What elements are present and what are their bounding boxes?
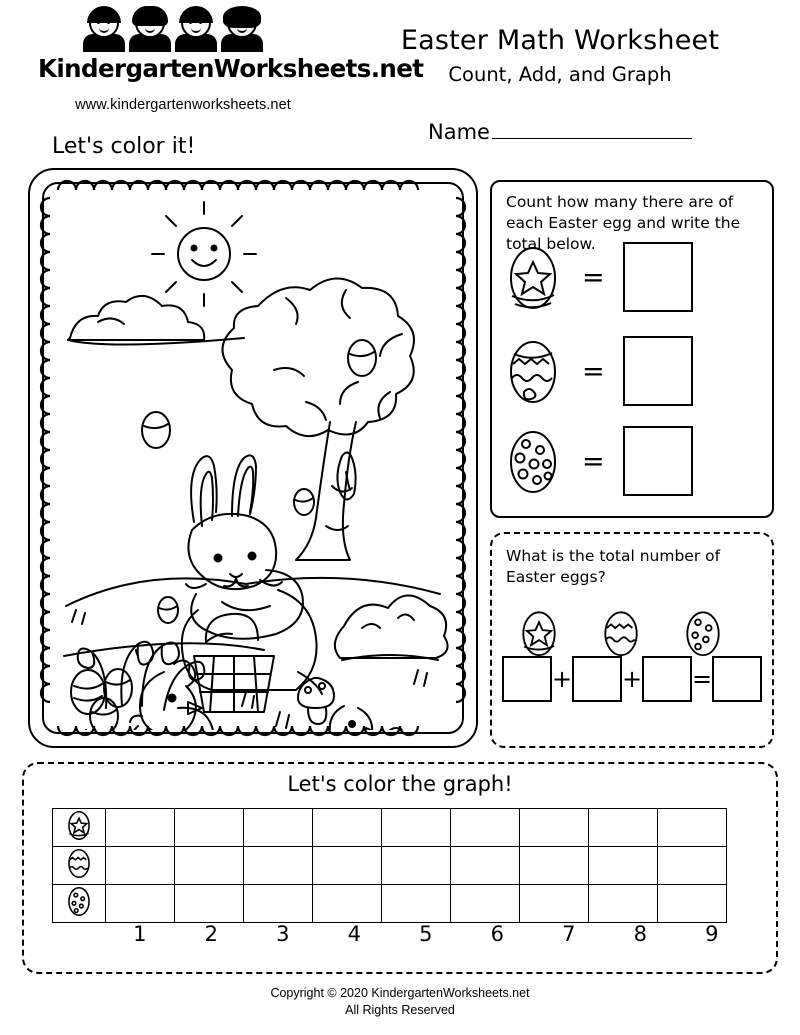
graph-cell[interactable] [382, 809, 451, 847]
graph-cell[interactable] [451, 847, 520, 885]
graph-column-label: 1 [133, 922, 147, 946]
rights-text: All Rights Reserved [345, 1003, 455, 1017]
graph-cell[interactable] [589, 847, 658, 885]
graph-cell[interactable] [382, 885, 451, 923]
kids-logo-icon [83, 6, 283, 52]
graph-column-label: 7 [562, 922, 576, 946]
coloring-panel [28, 168, 478, 748]
graph-cell[interactable] [244, 809, 313, 847]
graph-cell[interactable] [244, 885, 313, 923]
graph-column-label: 4 [347, 922, 361, 946]
graph-row-icon-cell [53, 809, 106, 847]
plus-sign: + [552, 665, 573, 693]
egg-dots-icon [66, 885, 92, 917]
count-answer-box[interactable] [623, 336, 693, 406]
total-equation-row [502, 656, 766, 702]
graph-column-label: 8 [633, 922, 647, 946]
graph-cell[interactable] [175, 809, 244, 847]
name-field-row [340, 120, 780, 144]
graph-table [52, 808, 727, 923]
total-addend-box[interactable] [642, 656, 692, 702]
total-section [490, 532, 774, 748]
graph-cell[interactable] [313, 809, 382, 847]
graph-cell[interactable] [658, 809, 727, 847]
table-row [53, 847, 727, 885]
egg-zigzag-icon [66, 847, 92, 879]
graph-cell[interactable] [175, 847, 244, 885]
graph-cell[interactable] [313, 847, 382, 885]
page-title: Easter Math Worksheet [400, 25, 720, 56]
egg-zigzag-icon [506, 336, 560, 406]
graph-cell[interactable] [658, 847, 727, 885]
total-sum-box[interactable] [712, 656, 762, 702]
graph-cell[interactable] [589, 809, 658, 847]
title-block [340, 24, 780, 90]
count-row [506, 332, 762, 410]
egg-star-icon [66, 809, 92, 841]
graph-cell[interactable] [175, 885, 244, 923]
graph-title: Let's color the graph! [287, 772, 513, 796]
count-section [490, 180, 774, 518]
egg-star-icon [506, 242, 560, 312]
page-header [0, 0, 800, 144]
lets-color-label: Let's color it! [52, 134, 196, 159]
graph-column-label: 5 [419, 922, 433, 946]
graph-cell[interactable] [451, 885, 520, 923]
total-question: What is the total number of Easter eggs? [506, 547, 721, 586]
page-footer [0, 985, 800, 1019]
count-answer-box[interactable] [623, 242, 693, 312]
table-row [53, 809, 727, 847]
graph-column-label: 3 [276, 922, 290, 946]
name-input-line[interactable] [492, 122, 692, 139]
equals-sign: = [582, 355, 605, 387]
graph-cell[interactable] [520, 809, 589, 847]
graph-cell[interactable] [451, 809, 520, 847]
equals-sign: = [582, 445, 605, 477]
total-eggs-row [508, 608, 756, 663]
site-logo-text: KindergartenWorksheets.net [38, 54, 424, 83]
plus-sign: + [622, 665, 643, 693]
graph-row-icon-cell [53, 885, 106, 923]
egg-dots-icon [683, 608, 723, 658]
easter-scene-illustration [46, 186, 460, 730]
graph-cell[interactable] [106, 847, 175, 885]
egg-zigzag-icon [601, 608, 641, 658]
graph-cell[interactable] [520, 847, 589, 885]
graph-column-label: 9 [705, 922, 719, 946]
copyright-text: Copyright © 2020 KindergartenWorksheets.net [270, 986, 530, 1000]
total-addend-box[interactable] [572, 656, 622, 702]
count-answer-box[interactable] [623, 426, 693, 496]
total-addend-box[interactable] [502, 656, 552, 702]
site-url: www.kindergartenworksheets.net [75, 97, 291, 113]
graph-column-label: 6 [490, 922, 504, 946]
graph-cell[interactable] [106, 885, 175, 923]
table-row [53, 885, 727, 923]
graph-section [22, 762, 778, 974]
equals-sign: = [692, 665, 713, 693]
count-row [506, 238, 762, 316]
graph-cell[interactable] [106, 809, 175, 847]
graph-column-labels [52, 922, 748, 946]
egg-dots-icon [506, 426, 560, 496]
graph-cell[interactable] [520, 885, 589, 923]
graph-cell[interactable] [244, 847, 313, 885]
equals-sign: = [582, 261, 605, 293]
graph-cell[interactable] [313, 885, 382, 923]
graph-cell[interactable] [589, 885, 658, 923]
graph-cell[interactable] [658, 885, 727, 923]
graph-cell[interactable] [382, 847, 451, 885]
graph-row-icon-cell [53, 847, 106, 885]
name-label: Name [428, 120, 490, 144]
egg-star-icon [519, 608, 559, 658]
graph-column-label: 2 [204, 922, 218, 946]
count-row [506, 422, 762, 500]
site-logo[interactable] [38, 6, 424, 113]
page-subtitle: Count, Add, and Graph [448, 63, 672, 86]
count-instructions: Count how many there are of each Easter egg and write the total below. [506, 193, 741, 253]
